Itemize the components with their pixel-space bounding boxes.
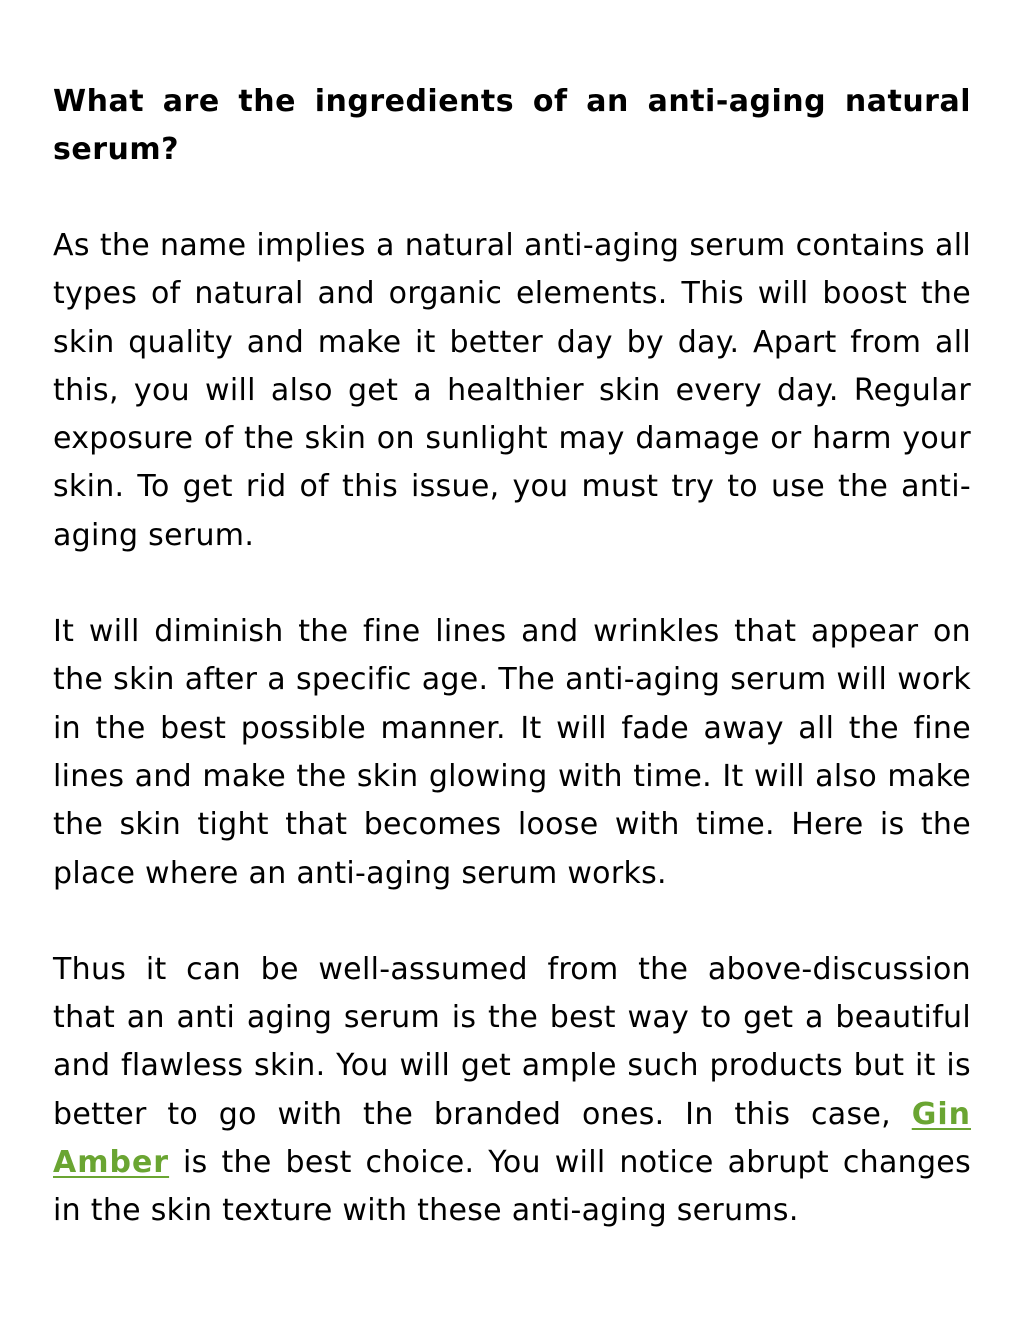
paragraph-conclusion	[53, 946, 971, 1236]
gin-amber-link[interactable]: Gin Amber	[53, 1096, 971, 1181]
paragraph-intro: As the name implies a natural anti-aging serum contains all types of natural and organic elements. This will boost the skin quality and make it better day by day. Apart from all this, you will also get a healthier skin every day. Regular exposure of the skin on sunlight may damage or harm your skin. To get rid of this issue, you must try to use the anti-aging serum.	[53, 228, 971, 553]
paragraph-conclusion-text-start: Thus it can be well-assumed from the above-discussion that an anti aging serum is the best way to get a beautiful and flawless skin. You will get ample such products but it is better to go with the branded ones. In this case,	[53, 951, 971, 1132]
paragraph-conclusion-text-end: is the best choice. You will notice abrupt changes in the skin texture with these anti-aging serums.	[53, 1145, 971, 1229]
paragraph-benefits: It will diminish the fine lines and wrinkles that appear on the skin after a specific age. The anti-aging serum will work in the best possible manner. It will fade away all the fine lines and make the skin glowing with time. It will also make the skin tight that becomes loose with time. Here is the place where an anti-aging serum works.	[53, 614, 971, 891]
section-heading: What are the ingredients of an anti-aging natural serum?	[53, 84, 971, 167]
document-page	[53, 78, 971, 1236]
